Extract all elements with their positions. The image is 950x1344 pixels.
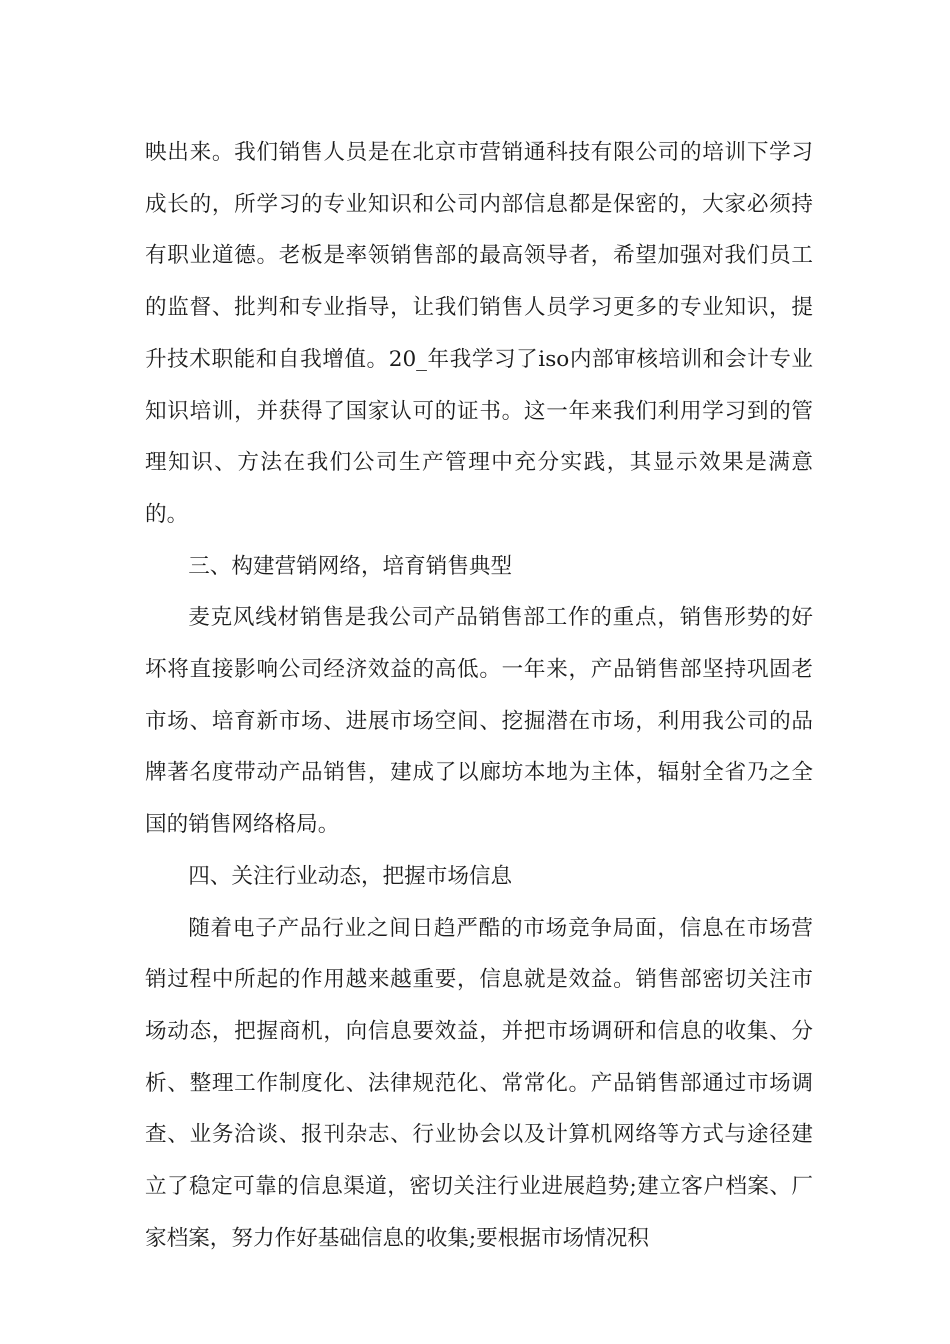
body-paragraph: 麦克风线材销售是我公司产品销售部工作的重点，销售形势的好坏将直接影响公司经济效益的高低。一年来，产品销售部坚持巩固老市场、培育新市场、进展市场空间、挖掘潜在市场，利用我公司的品牌著名度带动产品销售，建成了以廊坊本地为主体，辐射全省乃之全国的销售网络格局。	[145, 605, 813, 838]
section-heading: 三、构建营销网络，培育销售典型	[188, 553, 513, 579]
body-paragraph: 随着电子产品行业之间日趋严酷的市场竞争局面，信息在市场营销过程中所起的作用越来越重要，信息就是效益。销售部密切关注市场动态，把握商机，向信息要效益，并把市场调研和信息的收集、分析、整理工作制度化、法律规范化、常常化。产品销售部通过市场调查、业务洽谈、报刊杂志、行业协会以及计算机网络等方式与途径建立了稳定可靠的信息渠道，密切关注行业进展趋势;建立客户档案、厂家档案，努力作好基础信息的收集;要根据市场情况积	[145, 915, 813, 1251]
body-paragraph: 映出来。我们销售人员是在北京市营销通科技有限公司的培训下学习成长的，所学习的专业知识和公司内部信息都是保密的，大家必须持有职业道德。老板是率领销售部的最高领导者，希望加强对我们员工的监督、批判和专业指导，让我们销售人员学习更多的专业知识，提升技术职能和自我增值。20_年我学习了iso内部审核培训和会计专业知识培训，并获得了国家认可的证书。这一年来我们利用学习到的管理知识、方法在我们公司生产管理中充分实践，其显示效果是满意的。	[145, 140, 813, 527]
section-heading: 四、关注行业动态，把握市场信息	[188, 863, 513, 889]
document-body	[145, 127, 813, 1264]
